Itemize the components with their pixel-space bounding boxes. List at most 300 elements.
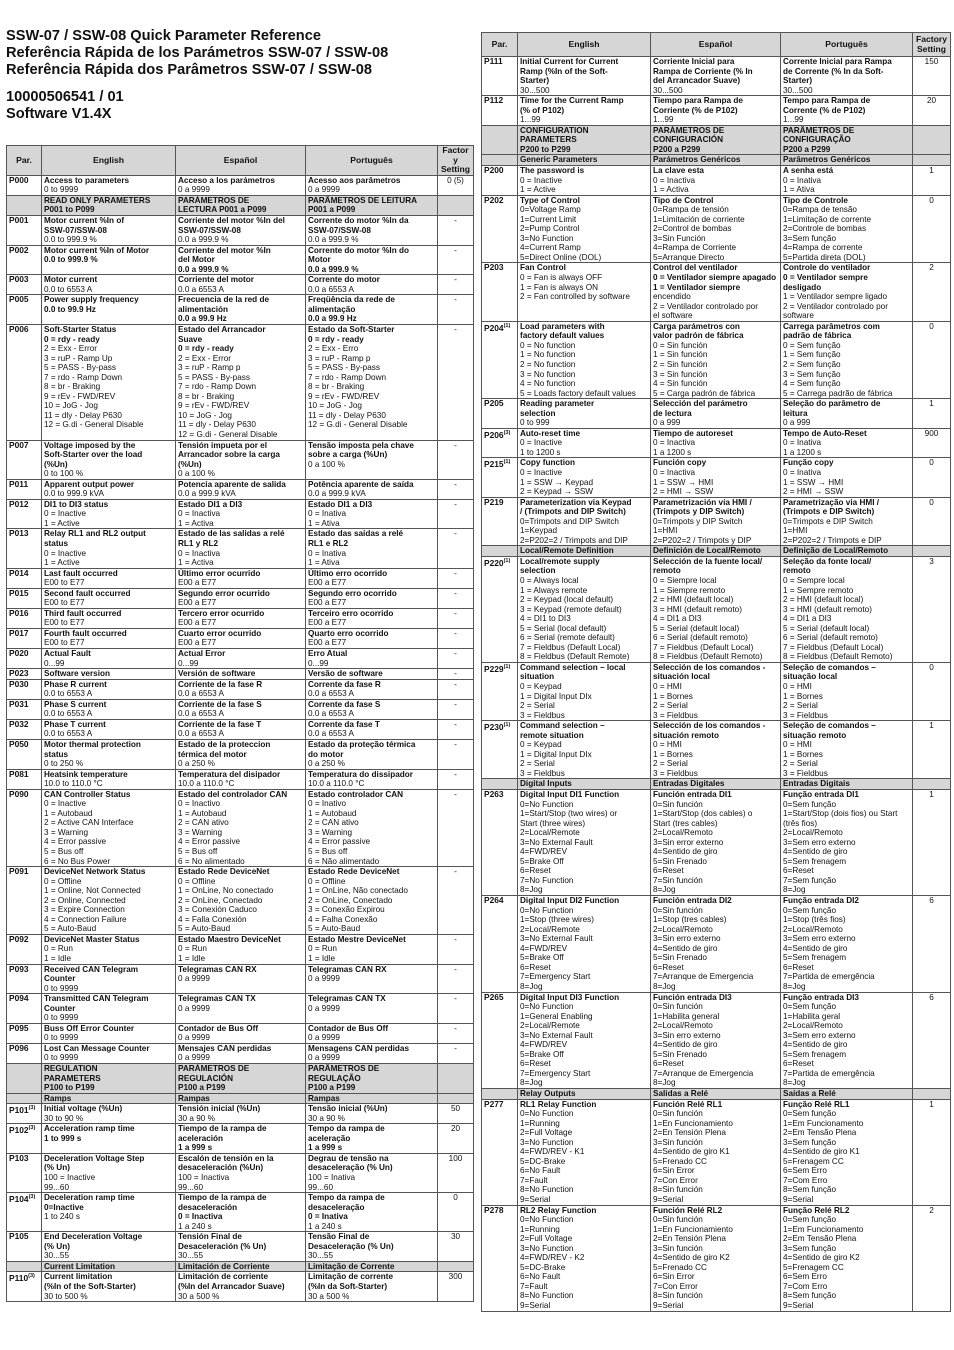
parameter-value-line: 1 = Idle — [308, 953, 336, 963]
parameter-value-line: 1=Habilita general — [653, 1011, 720, 1021]
parameter-code — [7, 1232, 42, 1262]
english-text — [42, 1261, 176, 1272]
parameter-value-line: 2 = Ventilador controlado por — [783, 301, 888, 311]
factory-setting-value — [438, 195, 474, 215]
parameter-value-line: 0 = Sem função — [783, 340, 841, 350]
parameter-code-text: P202 — [484, 195, 504, 205]
parameter-title-line: PARÂMETROS DE — [783, 125, 855, 135]
parameter-title-line: Motor current — [44, 275, 98, 285]
english-text — [42, 679, 176, 699]
parameter-code — [7, 1064, 42, 1094]
parameter-value-line: 0=No Function — [520, 1215, 574, 1225]
parameter-value-line: 5=Frenado CC — [653, 1156, 707, 1166]
parameter-value-line: E00 a E77 — [178, 578, 217, 588]
parameter-value-line: 1 = Sin función — [653, 350, 708, 360]
parameter-value-line: 10.0 a 110.0 °C — [308, 779, 365, 789]
parameter-value-line: 5 = PASS - By-pass — [178, 372, 250, 382]
parameter-value-line: 0.0 a 999.9 % — [308, 235, 359, 245]
parameter-value-line: 4 = Falha Conexão — [308, 914, 378, 924]
parameter-code — [482, 790, 518, 896]
english-text — [42, 719, 176, 739]
parameter-value-line: 4 = Error passive — [44, 837, 107, 847]
parameter-row — [7, 175, 474, 195]
parameter-code-text: P102 — [9, 1125, 29, 1136]
english-text — [518, 779, 651, 790]
english-text — [42, 295, 176, 325]
parameter-value-line: 0 = Inativa — [783, 438, 822, 448]
parameter-value-line: 0 = Inactive — [44, 799, 87, 809]
parameter-value-line: 30...500 — [783, 85, 813, 95]
english-text — [42, 1232, 176, 1262]
parameter-value-line: E00 to E77 — [44, 598, 85, 608]
parameter-title-line: (%In del Arrancador Suave) — [178, 1282, 285, 1292]
parameter-row — [482, 1205, 951, 1311]
parameter-row — [7, 1043, 474, 1063]
parameter-title-line: térmica del motor — [178, 749, 247, 759]
parameter-row — [7, 739, 474, 769]
spanish-text — [176, 1023, 306, 1043]
parameter-title-line: 1 a 999 s — [178, 1143, 213, 1153]
spanish-text — [176, 1124, 306, 1154]
parameter-title-line: Corrente do motor %In da — [308, 215, 409, 225]
parameter-title-line: Reading parameter — [520, 399, 595, 409]
parameter-title-line: Motor thermal protection — [44, 739, 141, 749]
parameter-value-line: (três fios) — [783, 818, 818, 828]
parameter-value-line: 8=Jog — [653, 885, 676, 895]
parameter-row — [482, 497, 951, 546]
parameter-value-line: 1 = Sempre remoto — [783, 585, 854, 595]
parameter-value-line: 4=Sentido de giro — [783, 943, 848, 953]
parameter-value-line: 7=Emergency Start — [520, 972, 591, 982]
parameter-value-line: 1 = Ativa — [308, 518, 340, 528]
parameter-value-line: Start (three wires) — [520, 818, 586, 828]
parameter-code-text: P111 — [484, 56, 503, 66]
parameter-value-line: 1 = Ativa — [783, 185, 815, 195]
parameter-code — [482, 546, 518, 557]
parameter-value-line: 0 = Inativo — [308, 799, 347, 809]
parameter-value-line: 12 = G.di - General Disable — [308, 420, 408, 430]
parameter-title-line: RL1 Relay Function — [520, 1099, 597, 1109]
spanish-text — [176, 964, 306, 994]
parameter-title-line: A senha está — [783, 166, 834, 176]
spanish-text — [176, 679, 306, 699]
parameter-title-line: Controle do ventilador — [783, 263, 871, 273]
parameter-title-line: del Arrancador Suave) — [653, 76, 741, 86]
parameter-title-line: Current limitation — [44, 1272, 113, 1282]
parameter-code — [7, 739, 42, 769]
parameter-title-line: SSW-07/SSW-08 — [44, 225, 107, 235]
parameter-title-line: Selección del parámetro — [653, 399, 748, 409]
parameter-title-line: 0 = Ventilador sempre — [783, 273, 868, 283]
portuguese-text — [306, 1043, 438, 1063]
parameter-code — [482, 458, 518, 497]
parameter-value-line: 3=Sem função — [783, 1137, 837, 1147]
parameter-code-text: P023 — [9, 668, 29, 679]
col-header-factory-setting: Factory Setting — [438, 146, 474, 176]
factory-setting-value: - — [438, 994, 474, 1024]
parameter-title-line: Command selection – — [520, 721, 605, 731]
parameter-code — [482, 125, 518, 155]
parameter-row — [7, 1153, 474, 1192]
parameter-value-line: 2 = No function — [520, 359, 576, 369]
factory-setting-value: 0 — [913, 321, 951, 398]
parameter-value-line: 5 = Auto-Baud — [308, 924, 361, 934]
parameter-value-line: 5 = PASS - By-pass — [44, 363, 116, 373]
parameter-title-line: Corriente del motor %In — [178, 245, 271, 255]
spanish-text — [176, 499, 306, 529]
spanish-text — [651, 399, 781, 429]
parameter-title-line: 0.0 a 999.9 % — [178, 264, 229, 274]
parameter-code — [7, 324, 42, 440]
parameter-value-line: 2=Local/Remote — [520, 828, 580, 838]
parameter-value-line: 2 = OnLine, Conectado — [178, 895, 263, 905]
parameter-row — [482, 458, 951, 497]
parameter-title-line: REGULACIÓN — [178, 1073, 234, 1083]
portuguese-text — [306, 608, 438, 628]
parameter-row — [7, 1193, 474, 1232]
portuguese-text — [781, 896, 913, 992]
parameter-code-text: P000 — [9, 175, 29, 185]
parameter-value-line: 0 = Siempre local — [653, 575, 717, 585]
parameter-value-line: 2=P202=2 / Trimpots y DIP — [653, 535, 752, 545]
parameter-value-line: 1 a 240 s — [178, 1221, 212, 1231]
parameter-value-line: 1 = Digital Input DIx — [520, 691, 592, 701]
parameter-value-line: 1 = Bornes — [783, 749, 823, 759]
parameter-title-line: PARAMETERS — [44, 1073, 101, 1083]
parameter-value-line: 0 = No function — [520, 340, 576, 350]
parameter-value-line: 5 = Bus off — [308, 846, 348, 856]
parameter-value-line: 3=Sem erro externo — [783, 934, 856, 944]
parameter-value-line: 1 = OnLine, Não conectado — [308, 886, 408, 896]
parameter-value-line: 1 = Autobaud — [308, 808, 357, 818]
parameter-title-line: P100 a P199 — [178, 1083, 226, 1093]
factory-setting-value — [913, 155, 951, 166]
parameter-code-text: P206 — [484, 429, 504, 440]
parameter-title-line: Función Relé RL1 — [653, 1099, 723, 1109]
parameter-value-line: E00 to E77 — [44, 578, 85, 588]
parameter-value-line: 30...55 — [44, 1251, 70, 1261]
parameter-title-line: Soft-Starter Status — [44, 324, 117, 334]
parameter-code — [7, 1104, 42, 1124]
english-text — [518, 57, 651, 96]
spanish-text — [651, 166, 781, 196]
parameter-title-line: Parametrización vía HMI / — [653, 497, 752, 507]
parameter-title-line: (% of P102) — [520, 105, 565, 115]
parameter-value-line: 0 = Inactivo — [178, 799, 221, 809]
parameter-title-line: selection — [520, 408, 556, 418]
parameter-value-line: 8=Jog — [520, 1078, 543, 1088]
english-text — [42, 1064, 176, 1094]
parameter-row — [7, 1023, 474, 1043]
parameter-value-line: 0 a 9999 — [178, 185, 210, 195]
portuguese-text — [781, 321, 913, 398]
parameter-title-line: CAN Controller Status — [44, 789, 131, 799]
parameter-value-line: 3 = Expire Connection — [44, 905, 125, 915]
parameter-title-line: Tensión Final de — [178, 1232, 242, 1242]
parameter-value-line: 7=Con Error — [653, 1175, 698, 1185]
parameter-title-line: Corriente del motor — [178, 275, 254, 285]
parameter-title-line: Corriente de la fase S — [178, 699, 262, 709]
parameter-value-line: 5 = Bus off — [178, 846, 218, 856]
parameter-row — [7, 215, 474, 245]
parameter-value-line: 4 = DI1 to DI3 — [520, 614, 571, 624]
parameter-title-line: La clave esta — [653, 166, 704, 176]
section-row — [482, 125, 951, 155]
portuguese-text — [781, 428, 913, 458]
parameter-title-line: desaceleración (%Un) — [178, 1163, 264, 1173]
parameter-value-line: 5=Brake Off — [520, 1049, 564, 1059]
spanish-text — [176, 588, 306, 608]
parameter-row — [482, 790, 951, 896]
parameter-value-line: 3=Sin función — [653, 1243, 703, 1253]
portuguese-text — [306, 628, 438, 648]
parameter-title-line: sobre a carga (%Un) — [308, 450, 388, 460]
parameter-title-line: Último error ocurrido — [178, 568, 261, 578]
parameter-value-line: 7=Emergency Start — [520, 1068, 591, 1078]
portuguese-text — [306, 568, 438, 588]
parameter-title-line: Selección de la fuente local/ — [653, 556, 763, 566]
parameter-value-line: 0 a 250 % — [178, 759, 215, 769]
parameter-title-line: Last fault occurred — [44, 568, 118, 578]
parameter-title-line: Estado DI1 a DI3 — [308, 499, 373, 509]
parameter-title-line: P001 a P099 — [308, 205, 356, 215]
parameter-code-text: P032 — [9, 719, 29, 729]
parameter-value-line: 0 to 250 % — [44, 759, 84, 769]
factory-setting-value: - — [438, 295, 474, 325]
parameter-value-line: 0 to 9999 — [44, 1033, 79, 1043]
parameter-code-text: P096 — [9, 1043, 29, 1053]
parameter-title-line: status — [44, 749, 69, 759]
parameter-value-line: 1 = Autobaud — [44, 808, 93, 818]
parameter-title-line: status — [44, 539, 69, 549]
parameter-value-line: 3=Sin erro externo — [653, 1030, 721, 1040]
parameter-value-line: 0 a 9999 — [178, 1033, 210, 1043]
parameter-value-line: 0.0 a 999.9 kVA — [178, 489, 236, 499]
parameter-code — [482, 321, 518, 398]
parameter-title-line: Digital Input DI2 Function — [520, 896, 620, 906]
parameter-title-line: remote situation — [520, 730, 584, 740]
english-text — [42, 499, 176, 529]
parameter-value-line: 1...99 — [783, 115, 804, 125]
parameter-value-line: 0 = HMI — [783, 740, 812, 750]
spanish-text — [176, 739, 306, 769]
parameter-title-line: Escalón de tensión en la — [178, 1153, 274, 1163]
parameter-code — [7, 175, 42, 195]
parameter-value-line: 4 = Error passive — [178, 837, 241, 847]
portuguese-text — [306, 324, 438, 440]
parameter-value-line: 1=Habilita geral — [783, 1011, 841, 1021]
parameter-value-line: el software — [653, 311, 693, 321]
portuguese-text — [781, 458, 913, 497]
parameter-value-line: 3 = Sin función — [653, 369, 708, 379]
parameter-value-line: E00 a E77 — [308, 638, 347, 648]
parameter-title-line: Initial voltage (%Un) — [44, 1104, 123, 1114]
parameter-value-line: 5=Sin Frenado — [653, 856, 707, 866]
english-text — [518, 556, 651, 662]
portuguese-text — [306, 1023, 438, 1043]
parameter-value-line: Start (tres cables) — [653, 818, 718, 828]
parameter-value-line: 99...60 — [44, 1182, 70, 1192]
spanish-text — [651, 155, 781, 166]
parameter-title-line: Fan Control — [520, 263, 566, 273]
parameter-title-line: Carrega parâmetros com — [783, 321, 880, 331]
spanish-text — [651, 1205, 781, 1311]
spanish-text — [176, 769, 306, 789]
parameter-code — [482, 779, 518, 790]
parameter-title-line: 1 a 999 s — [308, 1143, 343, 1153]
factory-setting-value: - — [438, 649, 474, 669]
parameter-value-line: 0=Sem função — [783, 905, 837, 915]
parameter-value-line: 1 a 1200 s — [783, 447, 822, 457]
parameter-value-line: 1 to 240 s — [44, 1212, 80, 1222]
parameter-title-line: Telegramas CAN TX — [308, 994, 386, 1004]
parameter-value-line: 0 = Inactive — [520, 438, 563, 448]
portuguese-text — [306, 867, 438, 935]
parameter-title-line: (% Un) — [44, 1241, 70, 1251]
parameter-value-line: 2 = Active CAN Interface — [44, 818, 134, 828]
parameter-value-line: 0 = Offline — [44, 876, 82, 886]
parameter-title-line: Estado del Arrancador — [178, 324, 266, 334]
parameter-title-line: Fourth fault occurred — [44, 628, 127, 638]
parameter-title-line: Parameterization via Keypad — [520, 497, 632, 507]
english-text — [518, 662, 651, 720]
parameter-title-line: Telegramas CAN RX — [178, 964, 257, 974]
parameter-value-line: 2 = Serial — [653, 701, 688, 711]
parameter-value-line: 0=Sem função — [783, 1215, 837, 1225]
parameter-row — [482, 896, 951, 992]
parameter-row — [482, 662, 951, 720]
parameter-row — [7, 769, 474, 789]
parameter-row — [7, 568, 474, 588]
parameter-code-text: P014 — [9, 568, 29, 578]
parameter-title-line: Estado del controlador CAN — [178, 789, 288, 799]
factory-setting-value: - — [438, 588, 474, 608]
english-text — [518, 125, 651, 155]
portuguese-text — [306, 215, 438, 245]
parameter-value-line: 0 = Inactiva — [653, 467, 696, 477]
parameter-title-line: Degrau de tensão na — [308, 1153, 389, 1163]
parameter-value-line: 2 = Online, Connected — [44, 895, 126, 905]
parameter-row — [7, 1232, 474, 1262]
parameter-title-line: Temperatura do dissipador — [308, 769, 413, 779]
spanish-text — [176, 1272, 306, 1302]
parameter-code — [482, 1088, 518, 1099]
col-header-spanish: Español — [176, 146, 306, 176]
portuguese-text — [306, 669, 438, 680]
spanish-text — [176, 1153, 306, 1192]
parameter-value-line: 0=No Function — [520, 799, 574, 809]
portuguese-text — [306, 1064, 438, 1094]
parameter-title-line: Deceleration ramp time — [44, 1193, 135, 1203]
parameter-code-text: P090 — [9, 789, 29, 799]
parameter-value-line: 3 = Keypad (remote default) — [520, 604, 622, 614]
parameter-title-line: Parâmetros Genéricos — [783, 155, 871, 165]
parameter-value-line: 8=Jog — [783, 1078, 806, 1088]
parameter-value-line: 7=No Function — [520, 875, 574, 885]
title-english: SSW-07 / SSW-08 Quick Parameter Reference — [6, 28, 321, 44]
spanish-text — [176, 867, 306, 935]
parameter-code — [482, 166, 518, 196]
parameter-code — [482, 992, 518, 1088]
parameter-value-line: 1 to 1200 s — [520, 447, 561, 457]
parameter-title-line: Starter) — [783, 76, 813, 86]
english-text — [42, 1023, 176, 1043]
parameter-title-line: (Trimpots y DIP Switch) — [653, 507, 745, 517]
parameter-code-text: P105 — [9, 1231, 29, 1242]
english-text — [42, 769, 176, 789]
parameter-title-line: Tipo de Control — [653, 195, 714, 205]
portuguese-text — [306, 195, 438, 215]
spanish-text — [651, 1099, 781, 1205]
parameter-value-line: 0 a 9999 — [308, 974, 340, 984]
parameter-title-line: de lectura — [653, 408, 692, 418]
portuguese-text — [306, 994, 438, 1024]
parameter-code-text: P081 — [9, 769, 29, 779]
parameter-row — [482, 57, 951, 96]
parameter-value-line: 3 = Fieldbus — [520, 768, 565, 778]
parameter-value-line: 4=Sentido de giro — [783, 1040, 848, 1050]
section-row — [482, 779, 951, 790]
parameter-row — [482, 399, 951, 429]
parameter-title-line: Desaceleración (% Un) — [178, 1241, 267, 1251]
parameter-title-line: do motor — [308, 749, 344, 759]
parameter-code-text: P219 — [484, 497, 504, 507]
parameter-value-line: 1 = Idle — [44, 953, 72, 963]
parameter-value-line: 4=FWD/REV - K2 — [520, 1253, 585, 1263]
parameter-value-line: 11 = dly - Delay P630 — [44, 410, 122, 420]
parameter-value-line: 8=Jog — [783, 981, 806, 991]
parameter-row — [7, 649, 474, 669]
parameter-title-line: PARÂMETROS DE — [308, 1064, 380, 1073]
parameter-code — [7, 934, 42, 964]
spanish-text — [176, 324, 306, 440]
title-portuguese: Referência Rápida dos Parâmetros SSW-07 / SSW-08 — [6, 62, 373, 78]
parameter-value-line: 1...99 — [653, 115, 674, 125]
factory-setting-value — [913, 1088, 951, 1099]
parameter-value-line: 5=Frenado CC — [653, 1262, 707, 1272]
parameter-value-line: 5=Sin Frenado — [653, 953, 707, 963]
parameter-value-line: 2=Local/Remoto — [653, 1021, 713, 1031]
parameter-value-line: 3=No External Fault — [520, 1030, 593, 1040]
parameter-value-line: 3=No External Fault — [520, 837, 593, 847]
parameter-value-line: 0 to 9999 — [44, 185, 79, 195]
parameter-rows-right — [482, 57, 951, 1312]
parameter-value-line: 6=Sem Erro — [783, 1166, 827, 1176]
parameter-value-line: 1=Limitación de corriente — [653, 214, 745, 224]
parameter-title-line: Tiempo de autoreset — [653, 428, 733, 438]
parameter-code — [7, 867, 42, 935]
parameter-value-line: 3=Sem erro externo — [783, 1030, 856, 1040]
parameter-code — [7, 588, 42, 608]
parameter-title-line: aceleración — [178, 1133, 224, 1143]
parameter-value-line: 7=Partida de emergência — [783, 972, 875, 982]
parameter-code-text: P265 — [484, 992, 504, 1002]
portuguese-text — [781, 195, 913, 263]
parameter-title-line: PARÂMETROS DE LEITURA — [308, 195, 418, 205]
parameter-value-line: 3 = Warning — [308, 827, 353, 837]
factory-setting-value — [438, 1261, 474, 1272]
parameter-code — [7, 1153, 42, 1192]
parameter-value-line: 1=Running — [520, 1118, 560, 1128]
factory-setting-value: 0 — [913, 497, 951, 546]
parameter-title-line: Tensión impueta por el — [178, 440, 268, 450]
parameter-value-line: 4 = Error passive — [308, 837, 371, 847]
portuguese-text — [781, 57, 913, 96]
parameter-title-line: Tensão inicial (%Un) — [308, 1104, 388, 1114]
parameter-value-line: 1 = Autobaud — [178, 808, 227, 818]
parameter-code-text: P277 — [484, 1099, 504, 1109]
parameter-code — [7, 1093, 42, 1104]
